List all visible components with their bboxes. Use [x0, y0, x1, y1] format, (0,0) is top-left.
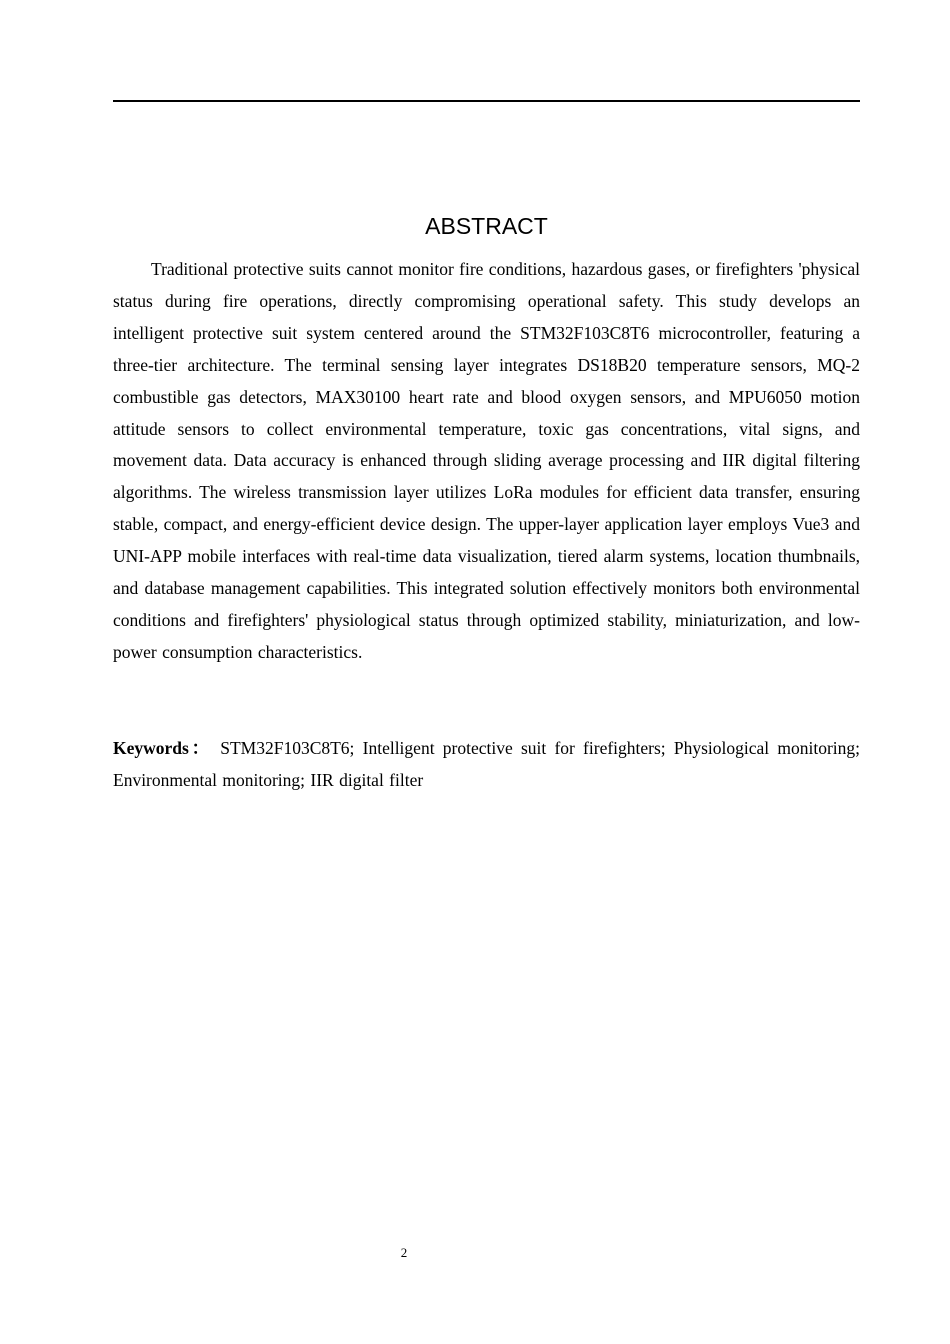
page-number: 2: [400, 1245, 408, 1260]
keywords-paragraph: [113, 733, 860, 797]
abstract-body: Traditional protective suits cannot monitor fire conditions, hazardous gases, or firefighters 'physical status during fire operations, directly compromising operational safety. This study develops an intelligent protective suit system centered around the STM32F103C8T6 microcontroller, featuring a three-tier architecture. The terminal sensing layer integrates DS18B20 temperature sensors, MQ-2 combustible gas detectors, MAX30100 heart rate and blood oxygen sensors, and MPU6050 motion attitude sensors to collect environmental temperature, toxic gas concentrations, vital signs, and movement data. Data accuracy is enhanced through sliding average processing and IIR digital filtering algorithms. The wireless transmission layer utilizes LoRa modules for efficient data transfer, ensuring stable, compact, and energy-efficient device design. The upper-layer application layer employs Vue3 and UNI-APP mobile interfaces with real-time data visualization, tiered alarm systems, location thumbnails, and database management capabilities. This integrated solution effectively monitors both environmental conditions and firefighters' physiological status through optimized stability, miniaturization, and low-power consumption characteristics.: [113, 259, 860, 662]
header-rule: [113, 100, 860, 102]
abstract-title: ABSTRACT: [425, 213, 548, 239]
keywords-text: STM32F103C8T6; Intelligent protective suit for firefighters; Physiological monitoring; Environmental monitoring; IIR digital filter: [113, 738, 861, 790]
keywords-label: Keywords：: [113, 738, 213, 758]
